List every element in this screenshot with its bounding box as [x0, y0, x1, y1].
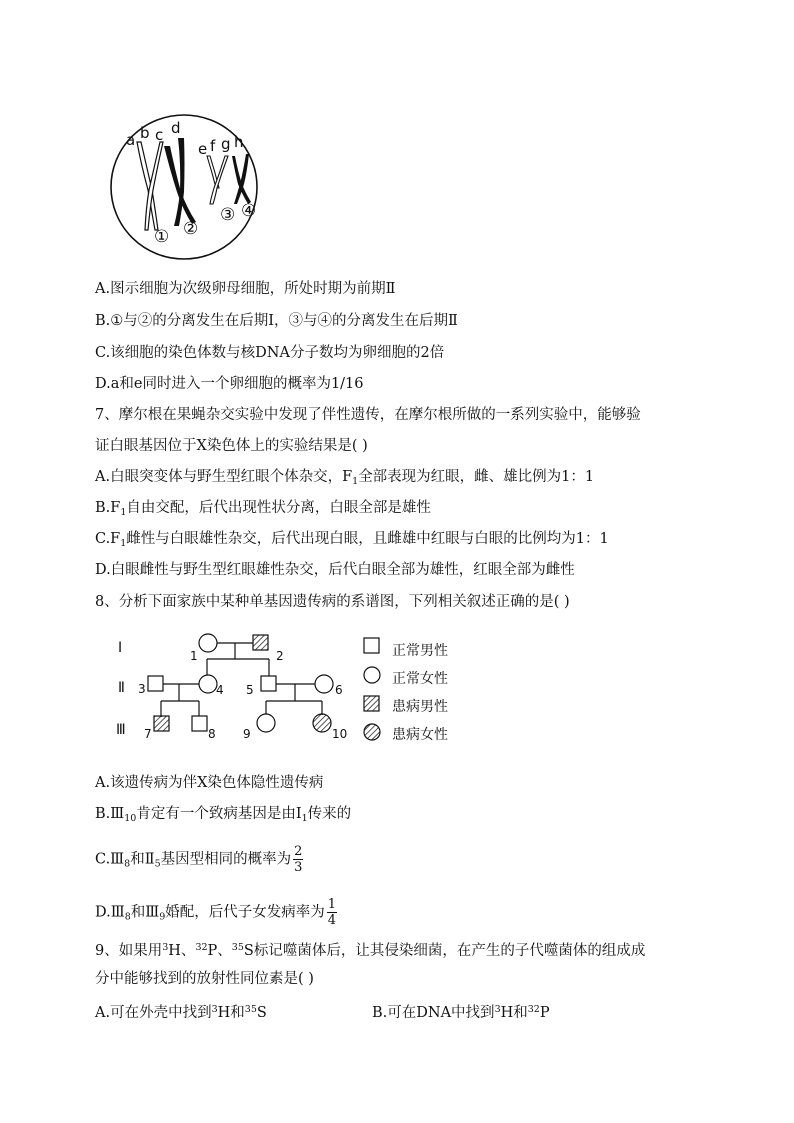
- legend-affected-male-symbol: [364, 696, 379, 711]
- generation-3: Ⅲ: [116, 722, 126, 738]
- q6-option-d: D.a和e同时进入一个卵细胞的概率为1/16: [95, 376, 364, 392]
- q8-option-c: $C.Ⅲ_8$和$Ⅱ_5$基因型相同的概率为 $\frac{2}{3}$: [95, 844, 303, 875]
- individual-4-normal-female: [199, 675, 217, 693]
- letter-b: b: [140, 124, 150, 142]
- q8-option-d: $D.Ⅲ_8$和$Ⅲ_9$婚配，后代子女发病率为 $\frac{1}{4}$: [95, 897, 337, 928]
- legend-normal-male: 正常男性: [392, 643, 448, 659]
- number-2: 2: [276, 649, 284, 663]
- chromosome-4: [232, 154, 251, 204]
- label-4: ④: [241, 201, 257, 221]
- q6-option-a: A.图示细胞为次级卵母细胞，所处时期为前期Ⅱ: [95, 281, 396, 297]
- individual-6-normal-female: [315, 675, 333, 693]
- individual-3-normal-male: [148, 676, 163, 691]
- pedigree-legend-symbols: [362, 636, 384, 744]
- q6-option-c: C.该细胞的染色体数与核DNA分子数均为卵细胞的2倍: [95, 345, 445, 361]
- pedigree-chart: [110, 625, 360, 750]
- q6-option-b: B.①与②的分离发生在后期Ⅰ，③与④的分离发生在后期Ⅱ: [95, 313, 458, 329]
- letter-g: g: [221, 135, 231, 153]
- q9-stem-line1: 9、如果用$^3$H、$^{32}$P、$^{35}$S标记噬菌体后，让其侵染细菌，在产生的子代噬菌体的组成成: [95, 942, 646, 959]
- q7-option-d: D.白眼雌性与野生型红眼雄性杂交，后代白眼全部为雄性，红眼全部为雌性: [95, 562, 575, 578]
- cell-diagram: [104, 112, 274, 262]
- number-3: 3: [138, 682, 146, 696]
- letter-h: h: [234, 133, 244, 151]
- q7-stem-line1: 7、摩尔根在果蝇杂交实验中发现了伴性遗传，在摩尔根所做的一系列实验中，能够验: [95, 407, 641, 423]
- q8-option-b: $B.Ⅲ_{10}$肯定有一个致病基因是由$Ⅰ_1$传来的: [95, 806, 352, 824]
- legend-affected-female-symbol: [364, 724, 380, 740]
- individual-10-affected-female: [313, 714, 331, 732]
- chromosome-3: [207, 156, 228, 204]
- chromosome-1: [137, 142, 163, 230]
- chromosome-2: [164, 138, 196, 226]
- letter-d: d: [171, 119, 181, 137]
- legend-normal-male-symbol: [364, 638, 379, 653]
- letter-f: f: [210, 137, 216, 155]
- number-5: 5: [246, 683, 254, 697]
- fraction-one-quarter: $\frac{1}{4}$: [327, 897, 337, 928]
- q7-option-a: A.白眼突变体与野生型红眼个体杂交，$F_1$全部表现为红眼，雌、雄比例为1：1: [95, 469, 595, 487]
- letter-e: e: [198, 140, 208, 158]
- number-7: 7: [144, 727, 152, 741]
- q8-stem: 8、分析下面家族中某种单基因遗传病的系谱图，下列相关叙述正确的是( ): [95, 594, 570, 610]
- q9-option-a: A.可在外壳中找到$^3$H和$^{35}$S: [95, 1004, 267, 1021]
- label-3: ③: [220, 205, 236, 225]
- letter-c: c: [155, 126, 164, 144]
- legend-normal-female: 正常女性: [392, 671, 448, 687]
- q7-stem-line2: 证白眼基因位于X染色体上的实验结果是( ): [95, 438, 368, 454]
- q9-option-b: B.可在DNA中找到$^3$H和$^{32}$P: [372, 1004, 550, 1021]
- label-1: ①: [154, 227, 170, 247]
- q7-option-b: $B.F_1$自由交配，后代出现性状分离，白眼全部是雄性: [95, 500, 431, 518]
- number-9: 9: [243, 727, 251, 741]
- number-1: 1: [190, 649, 198, 663]
- legend-affected-male: 患病男性: [392, 699, 448, 715]
- label-2: ②: [183, 219, 199, 239]
- generation-1: Ⅰ: [118, 640, 123, 656]
- q8-option-a: A.该遗传病为伴X染色体隐性遗传病: [95, 775, 324, 791]
- individual-9-normal-female: [257, 714, 275, 732]
- number-10: 10: [332, 727, 348, 741]
- individual-1-normal-female: [199, 634, 217, 652]
- individual-5-normal-male: [261, 676, 276, 691]
- number-6: 6: [335, 683, 343, 697]
- q9-stem-line2: 分中能够找到的放射性同位素是( ): [95, 971, 314, 987]
- generation-2: Ⅱ: [118, 680, 125, 696]
- q7-option-c: $C.F_1$雌性与白眼雄性杂交，后代出现白眼，且雌雄中红眼与白眼的比例均为1：1: [95, 531, 609, 549]
- letter-a: a: [126, 131, 136, 149]
- number-4: 4: [216, 683, 224, 697]
- individual-7-affected-male: [154, 716, 169, 731]
- individual-2-affected-male: [253, 635, 268, 650]
- fraction-two-thirds: $\frac{2}{3}$: [294, 844, 303, 875]
- number-8: 8: [208, 727, 216, 741]
- legend-normal-female-symbol: [364, 667, 380, 683]
- individual-8-normal-male: [192, 716, 207, 731]
- legend-affected-female: 患病女性: [392, 727, 448, 743]
